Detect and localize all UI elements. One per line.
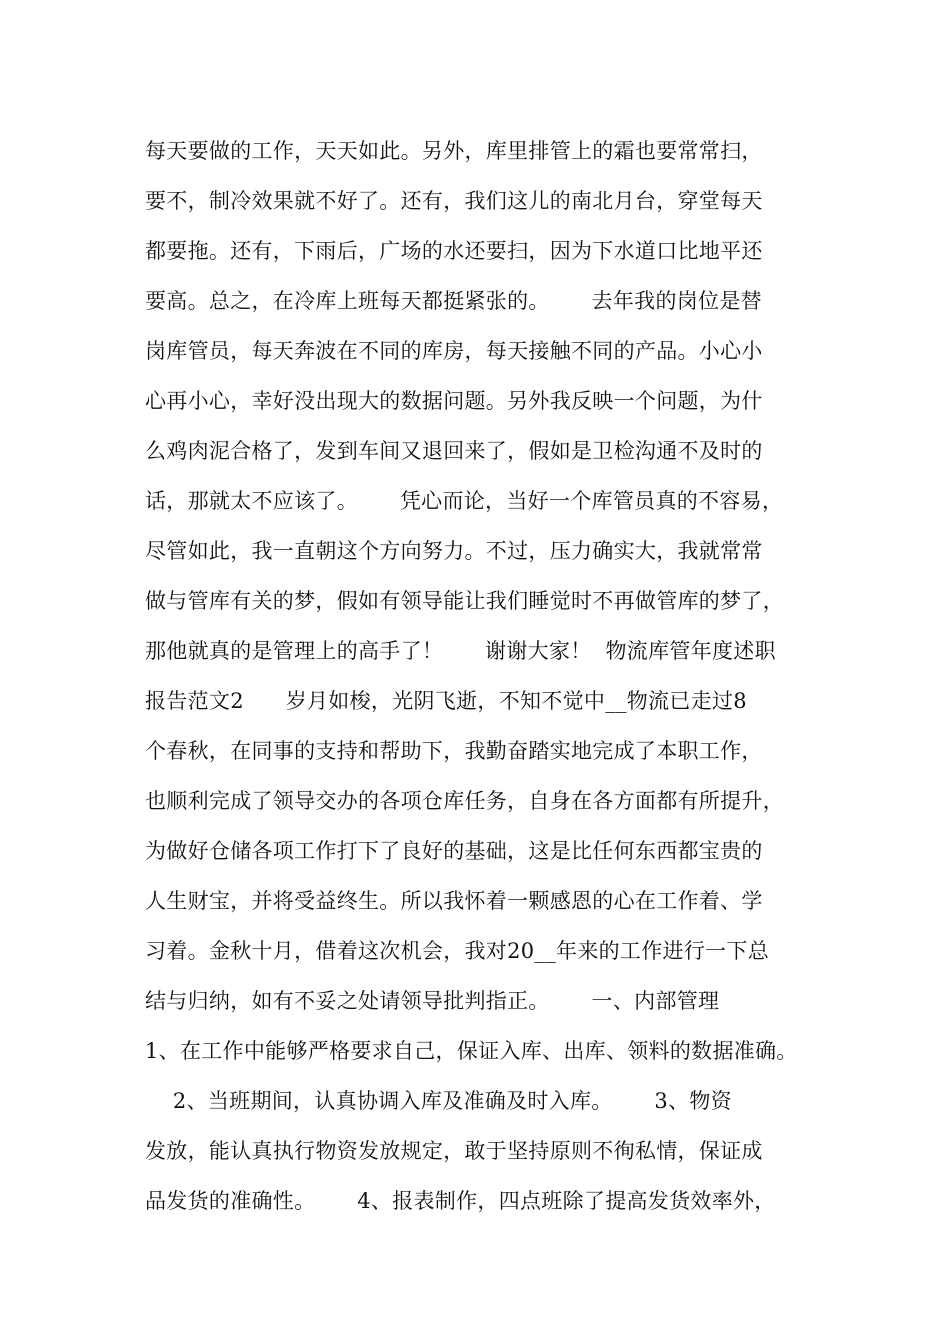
- text-line: 岗库管员，每天奔波在不同的库房，每天接触不同的产品。小心小: [145, 339, 763, 363]
- text-line: 为做好仓储各项工作打下了良好的基础，这是比任何东西都宝贵的: [145, 839, 763, 863]
- text-line: 2、当班期间，认真协调入库及准确及时入库。 3、物资: [145, 1089, 732, 1113]
- text-line: 要高。总之，在冷库上班每天都挺紧张的。 去年我的岗位是替: [145, 289, 762, 313]
- text-line: 1、在工作中能够严格要求自己，保证入库、出库、领料的数据准确。: [145, 1039, 798, 1063]
- text-line: 么鸡肉泥合格了，发到车间又退回来了，假如是卫检沟通不及时的: [145, 439, 763, 463]
- text-line: 发放，能认真执行物资发放规定，敢于坚持原则不徇私情，保证成: [145, 1139, 763, 1163]
- text-line: 也顺利完成了领导交办的各项仓库任务，自身在各方面都有所提升，: [145, 789, 784, 813]
- text-line: 做与管库有关的梦，假如有领导能让我们睡觉时不再做管库的梦了，: [145, 589, 784, 613]
- text-line: 个春秋，在同事的支持和帮助下，我勤奋踏实地完成了本职工作，: [145, 739, 763, 763]
- text-line: 话，那就太不应该了。 凭心而论，当好一个库管员真的不容易，: [145, 489, 784, 513]
- text-line: 那他就真的是管理上的高手了！ 谢谢大家！ 物流库管年度述职: [145, 639, 776, 663]
- text-line: 要不，制冷效果就不好了。还有，我们这儿的南北月台，穿堂每天: [145, 189, 763, 213]
- text-line: 品发货的准确性。 4、报表制作，四点班除了提高发货效率外，: [145, 1189, 776, 1213]
- text-line: 结与归纳，如有不妥之处请领导批判指正。 一、内部管理: [145, 989, 720, 1013]
- text-line: 报告范文2 岁月如梭，光阴飞逝，不知不觉中__物流已走过8: [145, 689, 747, 713]
- text-line: 心再小心，幸好没出现大的数据问题。另外我反映一个问题，为什: [145, 389, 763, 413]
- text-line: 人生财宝，并将受益终生。所以我怀着一颗感恩的心在工作着、学: [145, 889, 763, 913]
- body-text: [145, 126, 835, 1226]
- text-line: 习着。金秋十月，借着这次机会，我对20__年来的工作进行一下总: [145, 939, 770, 963]
- text-line: 每天要做的工作，天天如此。另外，库里排管上的霜也要常常扫，: [145, 139, 763, 163]
- text-line: 都要拖。还有，下雨后，广场的水还要扫，因为下水道口比地平还: [145, 239, 763, 263]
- text-line: 尽管如此，我一直朝这个方向努力。不过，压力确实大，我就常常: [145, 539, 763, 563]
